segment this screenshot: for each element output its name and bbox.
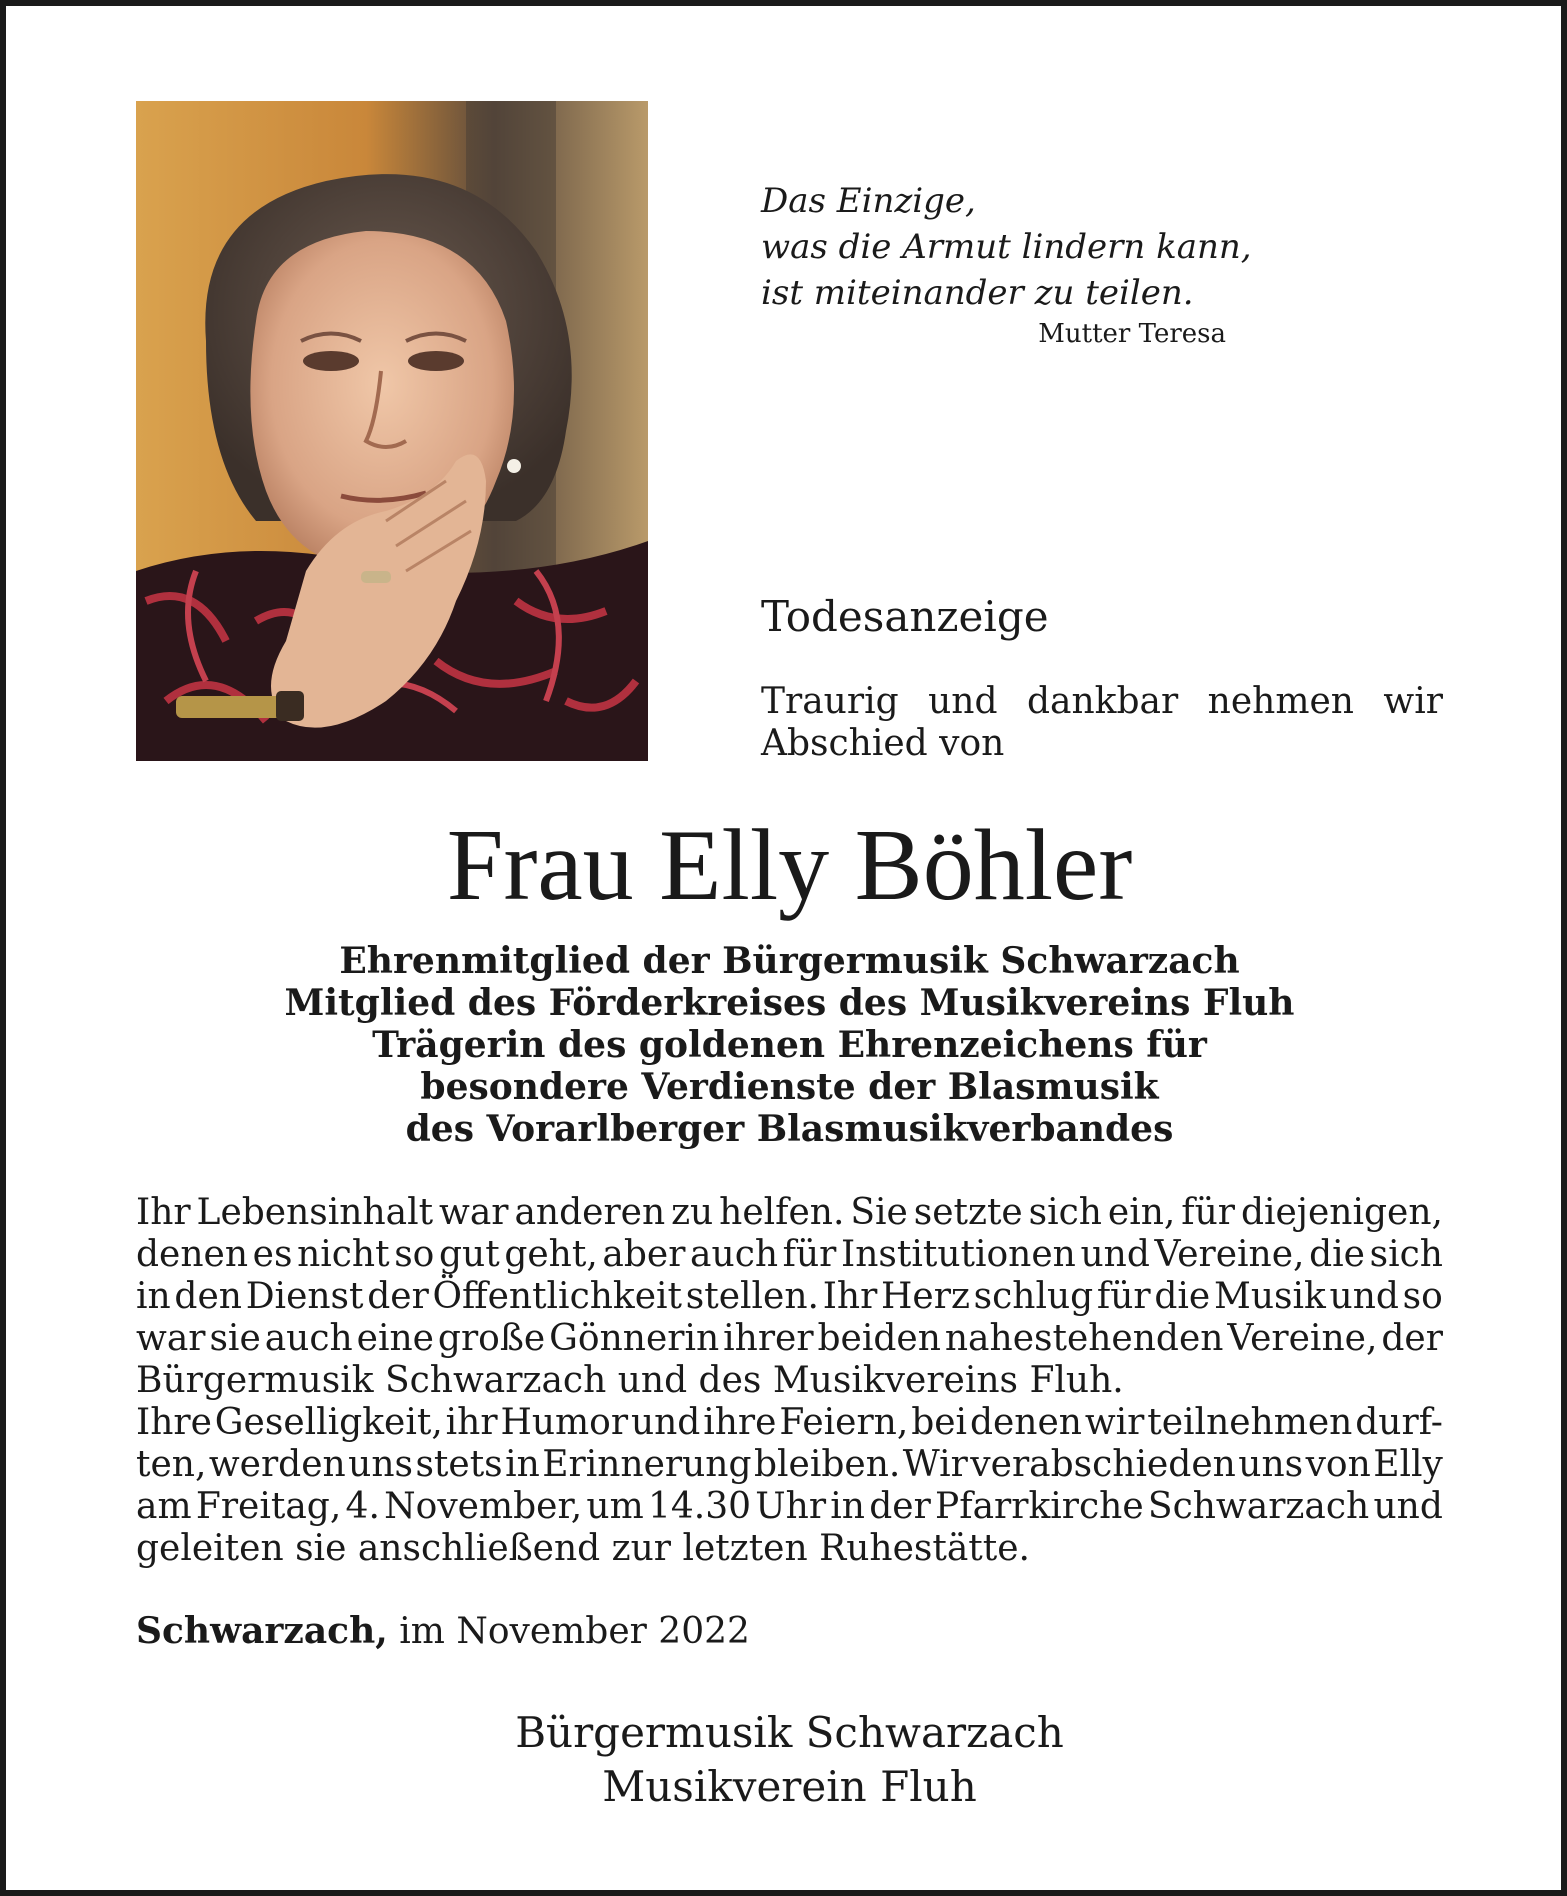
intro-word: dankbar: [1026, 681, 1179, 722]
body-word: der: [1381, 1318, 1443, 1359]
body-word: und: [1080, 1234, 1150, 1275]
body-line: geleiten sie anschließend zur letzten Ruhestätte.: [136, 1528, 1030, 1569]
body-word: Vereine,: [1154, 1234, 1305, 1275]
body-line: [136, 1192, 1443, 1234]
body-word: für: [1096, 1276, 1151, 1317]
body-word: für: [782, 1234, 837, 1275]
body-word: gut: [438, 1234, 500, 1275]
quote-line: Das Einzige,: [761, 181, 976, 221]
body-word: war: [136, 1318, 206, 1359]
signer: Bürgermusik Schwarzach: [515, 1708, 1064, 1757]
body-word: Schwarzach: [1147, 1486, 1370, 1527]
body-word: in: [136, 1276, 171, 1317]
body-word: und: [630, 1402, 701, 1443]
body-word: Feiern,: [779, 1402, 909, 1443]
body-word: war: [439, 1192, 509, 1233]
body-word: die: [1154, 1276, 1211, 1317]
body-word: ein,: [1107, 1192, 1176, 1233]
body-word: von: [1305, 1444, 1371, 1485]
intro-word: und: [928, 681, 998, 722]
body-word: nicht: [297, 1234, 390, 1275]
body-line: [136, 1234, 1443, 1276]
body-word: denen: [969, 1402, 1082, 1443]
honor-line: besondere Verdienste der Blasmusik: [420, 1066, 1159, 1108]
intro-word: Traurig: [761, 681, 899, 722]
signer: Musikverein Fluh: [602, 1762, 977, 1811]
body-word: Pfarrkirche: [935, 1486, 1144, 1527]
body-word: Elly: [1373, 1444, 1443, 1485]
body-word: zu: [671, 1192, 714, 1233]
body-word: so: [394, 1234, 435, 1275]
honor-line: Mitglied des Förderkreises des Musikvereins Fluh: [284, 982, 1295, 1024]
quote: [761, 178, 1252, 316]
body-word: Herz: [881, 1276, 970, 1317]
signers: [6, 1706, 1567, 1814]
body-word: uns: [1238, 1444, 1304, 1485]
body-word: in: [830, 1486, 865, 1527]
body-word: durf-: [1355, 1402, 1443, 1443]
body-word: Uhr: [755, 1486, 827, 1527]
body-word: sich: [1028, 1192, 1102, 1233]
body-word: setzte: [913, 1192, 1023, 1233]
body-word: nahestehenden: [944, 1318, 1224, 1359]
body-word: geht,: [504, 1234, 598, 1275]
body-word: diejenigen,: [1240, 1192, 1443, 1233]
body-line: Bürgermusik Schwarzach und des Musikvereins Fluh.: [136, 1360, 1124, 1401]
body-line: [136, 1318, 1443, 1360]
body-word: es: [252, 1234, 293, 1275]
body-word: Vereine,: [1227, 1318, 1378, 1359]
body-word: stets: [415, 1444, 503, 1485]
body-word: teilnehmen: [1147, 1402, 1353, 1443]
body-word: bei: [911, 1402, 968, 1443]
body-word: denen: [136, 1234, 249, 1275]
body-word: anderen: [514, 1192, 666, 1233]
body-line: [136, 1444, 1443, 1486]
body-word: Ihre: [136, 1402, 212, 1443]
body-word: werden: [208, 1444, 346, 1485]
intro-word: nehmen: [1207, 681, 1354, 722]
intro-text: [761, 681, 1443, 765]
body-word: Sie: [850, 1192, 908, 1233]
body-word: sie: [209, 1318, 261, 1359]
body-line: [136, 1486, 1443, 1528]
deceased-name: Frau Elly Böhler: [446, 809, 1133, 922]
body-word: Ihr: [822, 1276, 878, 1317]
notice-heading: Todesanzeige: [761, 592, 1049, 641]
body-word: stellen.: [685, 1276, 819, 1317]
honors-list: [6, 940, 1567, 1150]
body-word: Wir: [902, 1444, 968, 1485]
body-word: ten,: [136, 1444, 207, 1485]
honor-line: des Vorarlberger Blasmusikverbandes: [405, 1108, 1174, 1150]
body-word: sich: [1369, 1234, 1443, 1275]
body-word: Ihr: [136, 1192, 191, 1233]
body-text: [136, 1192, 1443, 1570]
body-word: bleiben.: [753, 1444, 901, 1485]
intro-word: wir: [1383, 681, 1443, 722]
body-word: wir: [1084, 1402, 1145, 1443]
body-word: und: [1373, 1486, 1443, 1527]
body-word: um: [586, 1486, 644, 1527]
portrait-photo: [136, 101, 648, 761]
body-word: Erinnerung: [542, 1444, 752, 1485]
body-word: aber: [602, 1234, 686, 1275]
honor-line: Trägerin des goldenen Ehrenzeichens für: [372, 1024, 1207, 1066]
body-line: [136, 1276, 1443, 1318]
body-word: Geselligkeit,: [214, 1402, 443, 1443]
body-word: Institutionen: [841, 1234, 1076, 1275]
body-word: ihre: [703, 1402, 777, 1443]
quote-line: was die Armut lindern kann,: [761, 227, 1252, 267]
body-word: auch: [264, 1318, 353, 1359]
body-word: 14.30: [647, 1486, 752, 1527]
body-word: ihrer: [723, 1318, 814, 1359]
quote-author: Mutter Teresa: [1038, 319, 1226, 349]
date: im November 2022: [399, 1611, 750, 1652]
body-word: helfen.: [719, 1192, 845, 1233]
honor-line: Ehrenmitglied der Bürgermusik Schwarzach: [339, 940, 1240, 982]
body-word: und: [1329, 1276, 1399, 1317]
body-word: in: [505, 1444, 540, 1485]
body-word: den: [174, 1276, 242, 1317]
body-word: Öffentlichkeit: [432, 1276, 683, 1317]
body-line: [136, 1402, 1443, 1444]
body-word: Musik: [1213, 1276, 1326, 1317]
body-word: ihr: [445, 1402, 498, 1443]
place-date: [136, 1610, 750, 1653]
body-word: November,: [384, 1486, 583, 1527]
portrait-image: [136, 101, 648, 761]
body-word: 4.: [345, 1486, 380, 1527]
body-word: verabschieden: [970, 1444, 1236, 1485]
intro-line-1: [761, 681, 1443, 723]
body-word: große: [437, 1318, 546, 1359]
body-word: auch: [690, 1234, 779, 1275]
body-word: eine: [356, 1318, 434, 1359]
body-word: uns: [348, 1444, 414, 1485]
body-word: Dienst: [245, 1276, 364, 1317]
quote-line: ist miteinander zu teilen.: [761, 273, 1194, 313]
body-word: Humor: [500, 1402, 629, 1443]
body-word: die: [1309, 1234, 1365, 1275]
body-word: der: [367, 1276, 429, 1317]
body-word: schlug: [973, 1276, 1094, 1317]
body-word: Lebensinhalt: [196, 1192, 434, 1233]
intro-line-2: Abschied von: [761, 723, 1005, 764]
body-word: am: [136, 1486, 192, 1527]
body-word: beiden: [817, 1318, 941, 1359]
body-word: Gönnerin: [549, 1318, 720, 1359]
body-word: der: [869, 1486, 931, 1527]
body-word: für: [1181, 1192, 1236, 1233]
place: Schwarzach,: [136, 1610, 388, 1652]
body-word: Freitag,: [195, 1486, 342, 1527]
body-word: so: [1402, 1276, 1443, 1317]
